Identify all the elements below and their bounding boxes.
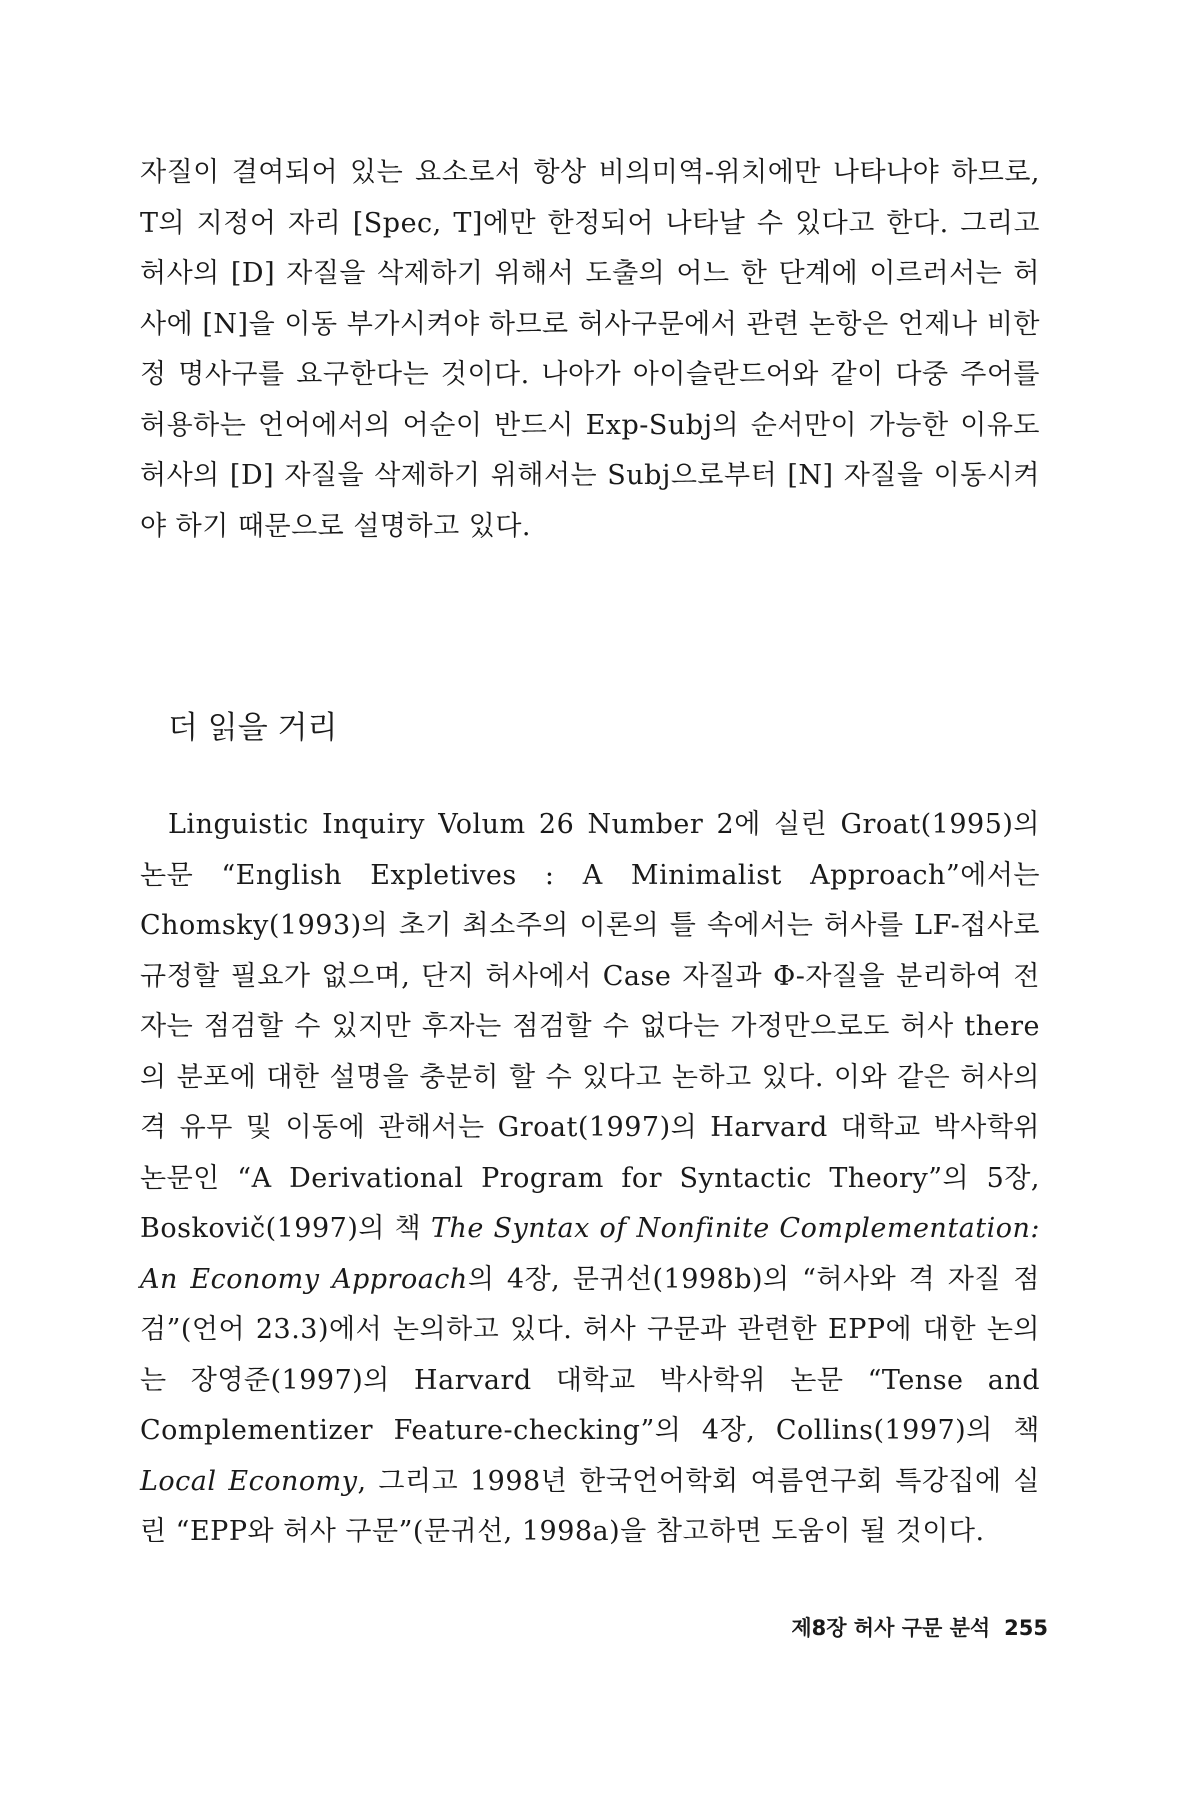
page-footer xyxy=(791,1612,1048,1642)
running-footer-chapter: 제8장 허사 구문 분석 xyxy=(791,1616,991,1640)
reading-text-part-1: Linguistic Inquiry Volum 26 Number 2에 실린 Groat(1995)의 논문 “English Expletives : A Minimalist Approach”에서는 Chomsky(1993)의 초기 최소주의 이론의 틀 속에서는 허사를 LF-접사로 규정할 필요가 없으며, 단지 허사에서 Case 자질과 Φ-자질을 분리하여 전자는 점검할 수 있지만 후자는 점검할 수 없다는 가정만으로도 허사 there의 분포에 대한 설명을 충분히 할 수 있다고 논하고 있다. 이와 같은 허사의 격 유무 및 이동에 관해서는 Groat(1997)의 Harvard 대학교 박사학위 논문인 “A Derivational Program for Syntactic Theory”의 5장, Boskovič(1997)의 책 xyxy=(140,809,1040,1244)
section-heading-further-reading: 더 읽을 거리 xyxy=(168,710,338,746)
further-reading-paragraph xyxy=(140,800,1040,1558)
reading-text-part-3: , 그리고 1998년 한국언어학회 여름연구회 특강집에 실린 “EPP와 허사 구문”(문귀선, 1998a)을 참고하면 도움이 될 것이다. xyxy=(140,1465,1040,1547)
reading-text-part-2: 의 4장, 문귀선(1998b)의 “허사와 격 자질 점검”(언어 23.3)에서 논의하고 있다. 허사 구문과 관련한 EPP에 대한 논의는 장영준(1997)의 Harvard 대학교 박사학위 논문 “Tense and Complementizer Feature-checking”의 4장, Collins(1997)의 책 xyxy=(140,1263,1040,1446)
body-paragraph: 자질이 결여되어 있는 요소로서 항상 비의미역-위치에만 나타나야 하므로, T의 지정어 자리 [Spec, T]에만 한정되어 나타날 수 있다고 한다. 그리고 허사의 [D] 자질을 삭제하기 위해서 도출의 어느 한 단계에 이르러서는 허사에 [N]을 이동 부가시켜야 하므로 허사구문에서 관련 논항은 언제나 비한정 명사구를 요구한다는 것이다. 나아가 아이슬란드어와 같이 다중 주어를 허용하는 언어에서의 어순이 반드시 Exp-Subj의 순서만이 가능한 이유도 허사의 [D] 자질을 삭제하기 위해서는 Subj으로부터 [N] 자질을 이동시켜야 하기 때문으로 설명하고 있다. xyxy=(140,157,1040,542)
page-number: 255 xyxy=(1004,1616,1048,1640)
body-text xyxy=(140,148,1040,552)
further-reading-section xyxy=(140,800,1040,1558)
book-title-local-economy: Local Economy xyxy=(140,1465,358,1497)
book-title-nonfinite-complementation: The Syntax of Nonfinite Complementation: An Economy Approach xyxy=(140,1213,1040,1295)
